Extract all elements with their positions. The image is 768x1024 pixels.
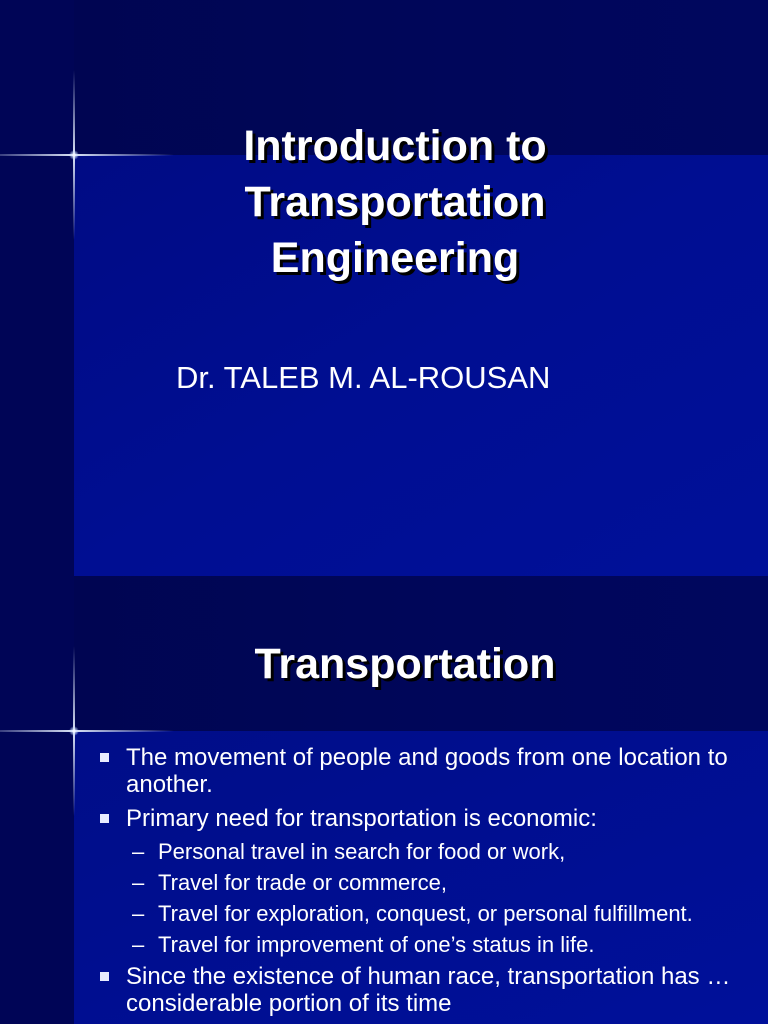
sub-bullet-text: Travel for trade or commerce,: [158, 870, 447, 895]
sub-bullet-text: Travel for exploration, conquest, or personal fulfillment.: [158, 901, 693, 926]
bullet-text: Since the existence of human race, transportation has … considerable portion of its time: [126, 963, 731, 1017]
bullet-item: [96, 744, 756, 798]
dash-icon: –: [132, 901, 145, 926]
content-slide: [0, 576, 768, 1024]
sub-bullet-item: [96, 839, 756, 864]
slide-title: [90, 118, 700, 286]
dash-icon: –: [132, 839, 145, 864]
slide-title: Transportation: [254, 640, 556, 688]
sub-bullet-item: [96, 901, 756, 926]
dash-icon: –: [132, 870, 145, 895]
author-name: Dr. TALEB M. AL-ROUSAN: [176, 360, 551, 395]
title-line-1: Introduction to: [243, 122, 547, 170]
sub-bullet-text: Personal travel in search for food or work,: [158, 839, 566, 864]
square-bullet-icon: [100, 753, 109, 762]
left-band: [0, 0, 74, 576]
title-line-2: Transportation: [244, 178, 546, 226]
bullet-text: The movement of people and goods from one location to another.: [126, 744, 728, 798]
title-line-3: Engineering: [270, 234, 520, 282]
left-band: [0, 576, 74, 1024]
bullet-item: [96, 805, 756, 832]
square-bullet-icon: [100, 972, 109, 981]
sub-bullet-item: [96, 932, 756, 957]
sub-bullet-item: [96, 870, 756, 895]
bullet-text: Primary need for transportation is economic:: [126, 805, 597, 832]
sub-bullet-text: Travel for improvement of one’s status in life.: [158, 932, 595, 957]
bullet-item: [96, 963, 756, 1017]
bullet-list: [96, 744, 756, 1024]
square-bullet-icon: [100, 814, 109, 823]
dash-icon: –: [132, 932, 145, 957]
